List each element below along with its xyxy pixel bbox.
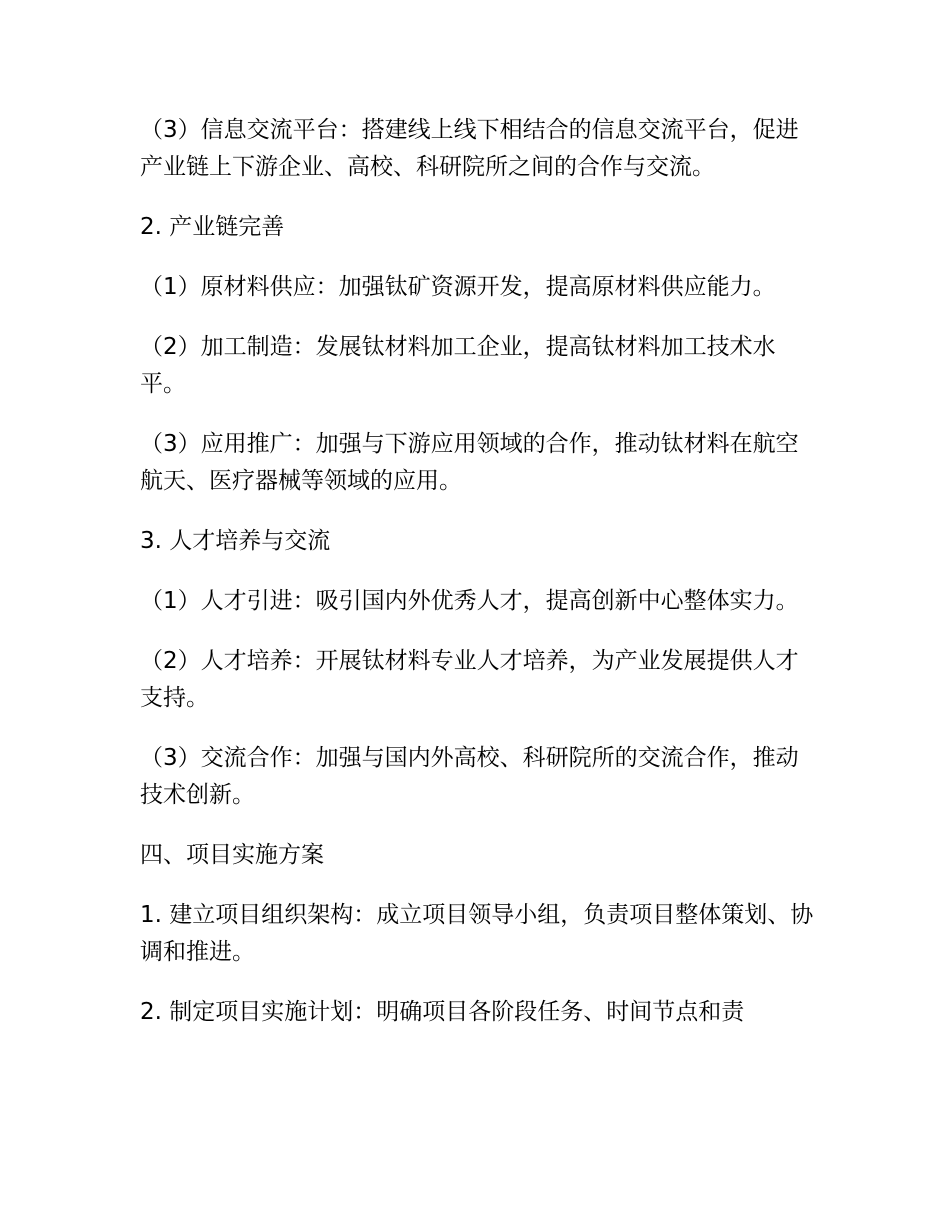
paragraph-plan: 2. 制定项目实施计划：明确项目各阶段任务、时间节点和责 [140,999,745,1025]
heading-industry-chain: 2. 产业链完善 [140,214,285,240]
paragraph-info-platform: （3）信息交流平台：搭建线上线下相结合的信息交流平台，促进产业链上下游企业、高校、科研院所之间的合作与交流。 [140,117,799,180]
paragraph-raw-material: （1）原材料供应：加强钛矿资源开发，提高原材料供应能力。 [140,274,776,300]
paragraph-organization: 1. 建立项目组织架构：成立项目领导小组，负责项目整体策划、协调和推进。 [140,902,814,965]
paragraph-application: （3）应用推广：加强与下游应用领域的合作，推动钛材料在航空航天、医疗器械等领域的应用。 [140,431,799,494]
paragraph-talent-intro: （1）人才引进：吸引国内外优秀人才，提高创新中心整体实力。 [140,588,799,614]
paragraph-talent-training: （2）人才培养：开展钛材料专业人才培养，为产业发展提供人才支持。 [140,648,799,711]
document-body [140,112,820,1054]
paragraph-exchange: （3）交流合作：加强与国内外高校、科研院所的交流合作，推动技术创新。 [140,745,799,808]
heading-implementation: 四、项目实施方案 [140,842,324,868]
paragraph-processing: （2）加工制造：发展钛材料加工企业，提高钛材料加工技术水平。 [140,334,776,397]
heading-talent: 3. 人才培养与交流 [140,528,331,554]
